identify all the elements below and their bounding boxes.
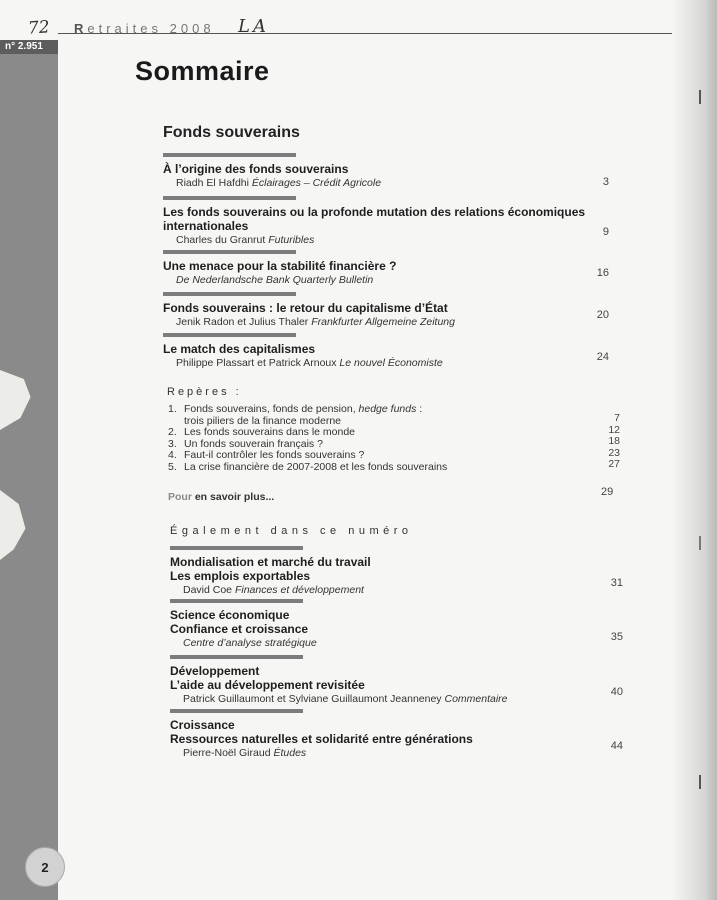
article-page: 3 — [602, 176, 609, 188]
article-title: Fonds souverains : le retour du capitalisme d’État — [163, 301, 448, 315]
reperes-item-label: trois piliers de la finance moderne — [184, 414, 341, 427]
scan-shadow — [672, 0, 717, 900]
article-author: Jenik Radon et Julius Thaler — [176, 316, 309, 328]
other-article-source: Études — [273, 747, 307, 759]
reperes-item-number: 1. — [168, 403, 177, 415]
other-article-page: 35 — [610, 631, 623, 643]
other-article-title: Développement L’aide au développement revisitée — [170, 664, 365, 692]
reperes-item-page: 27 — [608, 458, 620, 470]
scan-mark — [699, 536, 701, 550]
other-article-entry — [170, 546, 630, 597]
reperes-item-text — [184, 449, 364, 461]
other-article-title: Croissance Ressources naturelles et solidarité entre générations — [170, 718, 473, 746]
reperes-item-label: Faut-il contrôler les fonds souverains ? — [184, 449, 365, 461]
reperes-list — [168, 404, 620, 473]
other-article-source: Commentaire — [444, 693, 508, 705]
article-source: Frankfurter Allgemeine Zeitung — [311, 316, 455, 328]
other-article-entry — [170, 655, 630, 706]
article-title: Une menace pour la stabilité financière ? — [163, 259, 397, 273]
issue-number: n° 2.951 — [0, 40, 58, 54]
article-page: 20 — [596, 309, 609, 321]
other-article-author: Pierre-Noël Giraud — [183, 747, 271, 759]
scan-mark — [699, 775, 701, 789]
reperes-item-number: 5. — [168, 460, 177, 473]
article-title: Les fonds souverains ou la profonde mutation des relations économiques internationales — [163, 205, 586, 233]
article-source: Le nouvel Économiste — [339, 357, 443, 369]
other-article-title: Science économique Confiance et croissance — [170, 608, 309, 636]
article-title: À l’origine des fonds souverains — [163, 162, 349, 176]
further-reading-prefix: Pour — [168, 491, 192, 503]
other-article-author: David Coe — [183, 584, 233, 596]
reperes-item-page: 23 — [608, 446, 620, 459]
reperes-item-page: 18 — [608, 435, 620, 447]
reperes-item-label: Les fonds souverains dans le monde — [184, 426, 356, 438]
article-author: Philippe Plassart et Patrick Arnoux — [176, 357, 337, 369]
article-byline — [163, 176, 623, 190]
article-source: Éclairages – Crédit Agricole — [251, 177, 382, 189]
other-article-page: 44 — [610, 740, 623, 752]
reperes-item-page: 12 — [608, 423, 620, 436]
section-bar — [163, 153, 296, 157]
section-bar — [170, 655, 303, 659]
reperes-item-label: Fonds souverains, fonds de pension, — [184, 403, 356, 415]
article-entry — [163, 153, 623, 190]
reperes-item-italic: hedge funds — [358, 403, 417, 415]
other-article-byline — [170, 636, 630, 650]
section-bar — [163, 250, 296, 254]
article-author: Charles du Granrut — [176, 234, 266, 246]
article-page: 24 — [596, 351, 609, 363]
reperes-item-page: 7 — [614, 412, 620, 424]
other-article-byline — [170, 746, 630, 760]
handwritten-number: 72 — [27, 17, 51, 39]
also-in-issue-title: Également dans ce numéro — [170, 525, 413, 537]
reperes-item-text — [184, 403, 422, 415]
handwritten-note: LA — [238, 16, 269, 37]
section-bar — [163, 333, 296, 337]
other-article-entry — [170, 709, 630, 760]
article-byline — [163, 315, 623, 329]
article-author: Riadh El Hafdhi — [176, 177, 249, 189]
article-entry — [163, 250, 623, 287]
page-number: 2 — [25, 847, 65, 887]
left-band — [0, 40, 58, 900]
article-entry — [163, 196, 623, 247]
publication-header — [74, 21, 215, 36]
reperes-item-text — [184, 438, 323, 450]
reperes-item-text — [184, 461, 447, 473]
reperes-item-number: 4. — [168, 449, 177, 461]
further-reading-page: 29 — [601, 486, 614, 498]
article-byline — [163, 233, 623, 247]
reperes-title: Repères : — [167, 386, 242, 398]
section-bar — [163, 196, 296, 200]
article-byline — [163, 273, 623, 287]
reperes-item-label: La crise financière de 2007-2008 et les fonds souverains — [184, 460, 448, 473]
other-article-source: Finances et développement — [234, 584, 364, 596]
other-article-entry — [170, 599, 630, 650]
scan-mark — [699, 90, 701, 104]
publication-name: etraites 2008 — [87, 21, 215, 36]
article-source: De Nederlandsche Bank Quarterly Bulletin — [176, 274, 374, 286]
article-entry — [163, 333, 623, 370]
page-title: Sommaire — [135, 56, 270, 86]
other-article-byline — [170, 583, 630, 597]
reperes-item-text — [184, 426, 355, 438]
article-page: 9 — [602, 226, 609, 238]
article-byline — [163, 356, 623, 370]
section-bar — [170, 546, 303, 550]
article-source: Futuribles — [268, 234, 315, 246]
reperes-item-label: Un fonds souverain français ? — [184, 437, 323, 450]
other-article-byline — [170, 692, 630, 706]
other-article-source: Centre d’analyse stratégique — [183, 637, 317, 649]
reperes-item-suffix: : — [416, 403, 423, 415]
section-bar — [170, 599, 303, 603]
reperes-item-number: 3. — [168, 437, 177, 450]
article-title: Le match des capitalismes — [163, 342, 316, 356]
reperes-item-number: 2. — [168, 426, 177, 438]
article-entry — [163, 292, 623, 329]
section-bar — [170, 709, 303, 713]
further-reading — [168, 491, 274, 503]
further-reading-label: en savoir plus... — [194, 491, 275, 503]
other-article-author: Patrick Guillaumont et Sylviane Guillaumont Jeanneney — [183, 693, 442, 705]
article-page: 16 — [596, 267, 609, 279]
other-article-title: Mondialisation et marché du travail Les emplois exportables — [170, 555, 371, 583]
other-article-page: 40 — [610, 686, 623, 698]
publication-initial: R — [74, 21, 88, 36]
section-bar — [163, 292, 296, 296]
reperes-item — [168, 462, 620, 474]
reperes-item-text — [184, 415, 341, 427]
section-title: Fonds souverains — [163, 124, 300, 141]
other-article-page: 31 — [610, 577, 623, 589]
